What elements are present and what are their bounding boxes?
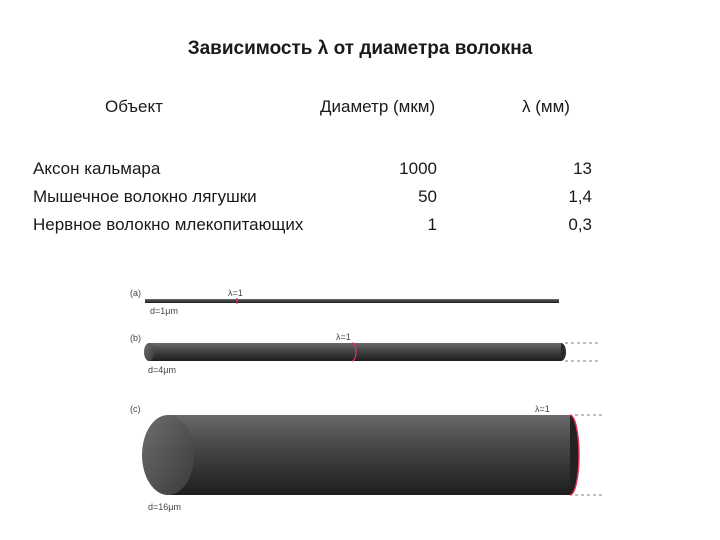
header-diameter: Диаметр (мкм) xyxy=(320,97,436,116)
lambda-label: λ=1 xyxy=(535,404,550,414)
slide-title: Зависимость λ от диаметра волокна xyxy=(187,38,533,59)
lambda-label: λ=1 xyxy=(228,288,243,298)
panel-a xyxy=(130,288,559,316)
panel-tag: (b) xyxy=(130,333,141,343)
header-lambda: λ (мм) xyxy=(522,97,570,116)
diameter-value: 50 xyxy=(418,187,437,206)
lambda-value: 0,3 xyxy=(568,215,592,234)
fiber-cylinder xyxy=(168,415,570,495)
diameter-value: 1 xyxy=(427,215,437,234)
diameter-label: d=4μm xyxy=(148,365,176,375)
panel-tag: (a) xyxy=(130,288,141,298)
lambda-marker xyxy=(570,415,579,495)
diameter-label: d=1μm xyxy=(150,306,178,316)
fiber-far-end xyxy=(561,343,566,361)
fiber-end-cap xyxy=(144,343,154,361)
diameter-value: 1000 xyxy=(399,159,437,178)
object-name: Нервное волокно млекопитающих xyxy=(33,215,304,234)
panel-tag: (c) xyxy=(130,404,141,414)
lambda-label: λ=1 xyxy=(336,332,351,342)
header-object: Объект xyxy=(105,97,163,116)
fiber-cylinder xyxy=(145,299,559,303)
diameter-label: d=16μm xyxy=(148,502,181,512)
fiber-end-cap xyxy=(142,415,194,495)
lambda-value: 13 xyxy=(573,159,592,178)
object-name: Аксон кальмара xyxy=(33,159,161,178)
panel-b xyxy=(130,332,600,375)
panel-c xyxy=(130,404,602,512)
lambda-value: 1,4 xyxy=(568,187,592,206)
object-name: Мышечное волокно лягушки xyxy=(33,187,257,206)
